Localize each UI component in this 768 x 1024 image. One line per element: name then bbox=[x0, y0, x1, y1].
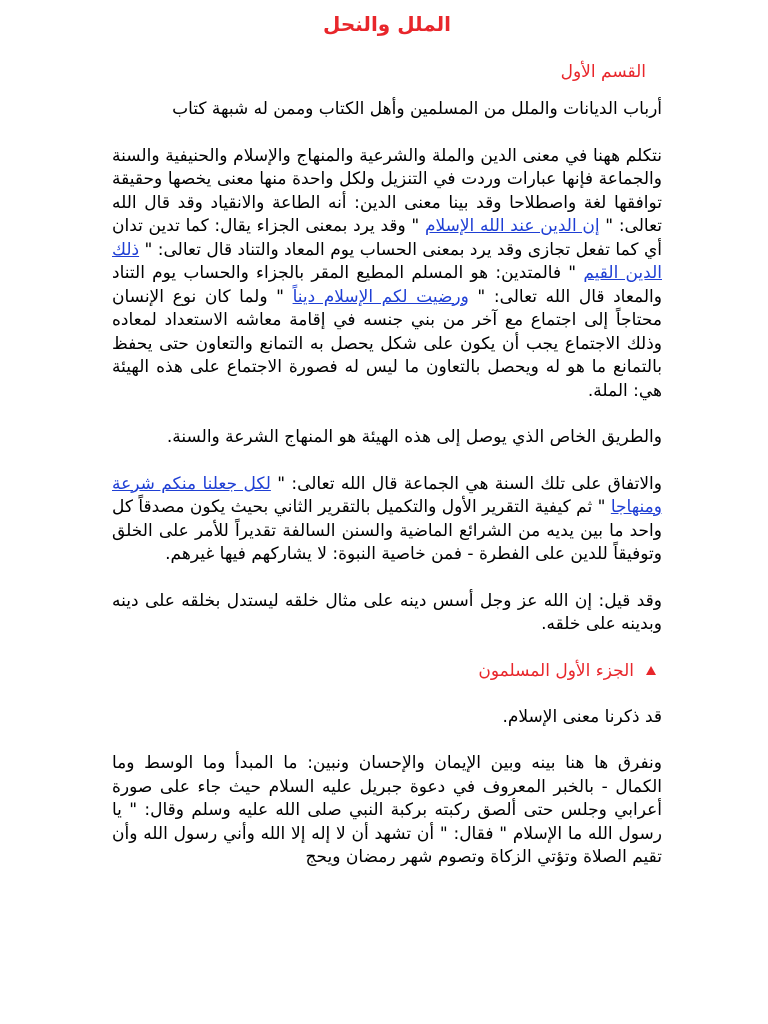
text-segment: " فالمتدين: هو المسلم المطيع المقر بالجزاء والحساب يوم التناد والمعاد قال الله تعالى: " bbox=[112, 263, 662, 307]
part-heading bbox=[112, 659, 662, 683]
quran-link-4[interactable]: لكل جعلنا منكم شرعة ومنهاجا bbox=[112, 473, 662, 517]
text-segment: " وقد يرد بمعنى الجزاء يقال: كما تدين تدان أي كما تفعل تجازى وقد يرد بمعنى الحساب يوم المعاد والتناد قال تعالى: " bbox=[112, 216, 662, 260]
paragraph-agreement bbox=[112, 473, 662, 567]
paragraph-religion-meaning bbox=[112, 145, 662, 404]
paragraph-creation: وقد قيل: إن الله عز وجل أسس دينه على مثال خلقه ليستدل بخلقه على دينه وبدينه على خلقه. bbox=[112, 590, 662, 634]
text-segment: " ولما كان نوع الإنسان محتاجاً إلى اجتماع مع آخر من بني جنسه في إقامة معاشه الاستعداد لمعاده وذلك الاجتماع يجب أن يكون على شكل يحصل به التمانع والتعاون حتى يحفظ بالتمانع ما هو له ويحصل بالتعاون ما ليس له فصورة الاجتماع على هذه الهيئة هي: الملة. bbox=[112, 286, 662, 401]
triangle-up-icon bbox=[646, 666, 656, 675]
quran-link-1[interactable]: إن الدين عند الله الإسلام bbox=[424, 216, 600, 236]
paragraph-distinction: ونفرق ها هنا بينه وبين الإيمان والإحسان ونبين: ما المبدأ وما الوسط وما الكمال - بالخبر المعروف في دعوة جبريل عليه السلام حيث جاء على صورة أعرابي وجلس حتى ألصق ركبته بركبة النبي صلى الله عليه وسلم وقال: " يا رسول الله ما الإسلام " فقال: " أن تشهد أن لا إله إلا الله وأني رسول الله وأن تقيم الصلاة وتؤتي الزكاة وتصوم شهر رمضان ويحج bbox=[112, 753, 662, 867]
part-heading-label: الجزء الأول المسلمون bbox=[478, 660, 634, 681]
page-title: الملل والنحل bbox=[323, 12, 451, 36]
text-segment: والاتفاق على تلك السنة هي الجماعة قال الله تعالى: " bbox=[270, 473, 662, 494]
text-segment: " ثم كيفية التقرير الأول والتكميل بالتقرير الثاني بحيث يكون مصدقاً كل واحد ما بين يديه من الشرائع الماضية والسنن السالفة تقديراً للأمر على الخلق وتوفيقاً للدين على الفطرة - فمن خاصية النبوة: لا يشاركهم فيها غيرهم. bbox=[112, 497, 662, 564]
text-segment: نتكلم ههنا في معنى الدين والملة والشرعية والمنهاج والإسلام والحنيفية والسنة والجماعة فإنها عبارات وردت في التنزيل ولكل واحدة منها معنى يخصها وحقيقة توافقها لغة واصطلاحا وقد بينا معنى الدين: أنه الطاعة والانقياد وقد قال الله تعالى: " bbox=[112, 145, 663, 236]
section-heading: القسم الأول bbox=[560, 62, 646, 82]
paragraph-path: والطريق الخاص الذي يوصل إلى هذه الهيئة هو المنهاج الشرعة والسنة. bbox=[166, 427, 662, 447]
paragraph-islam-meaning: قد ذكرنا معنى الإسلام. bbox=[502, 706, 662, 727]
quran-link-3[interactable]: ورضيت لكم الإسلام ديناً bbox=[292, 286, 469, 307]
quran-link-2[interactable]: ذلك الدين القيم bbox=[112, 239, 662, 283]
paragraph-intro: أرباب الديانات والملل من المسلمين وأهل الكتاب وممن له شبهة كتاب bbox=[172, 99, 662, 119]
